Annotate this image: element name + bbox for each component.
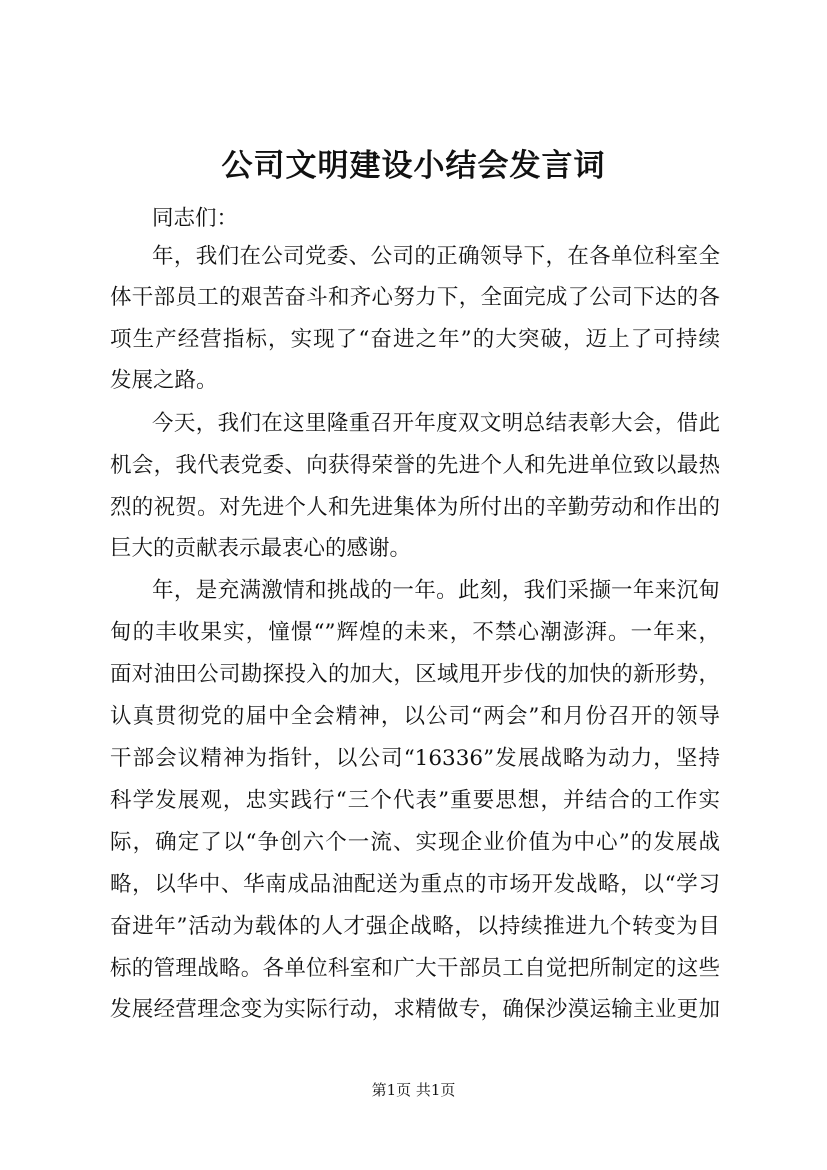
page-number-footer: 第1页 共1页 [371, 1081, 456, 1099]
paragraph-line: 甸的丰收果实，憧憬“”辉煌的未来，不禁心潮澎湃。一年来， [110, 620, 720, 645]
paragraph-line: 机会，我代表党委、向获得荣誉的先进个人和先进单位致以最热 [110, 453, 720, 478]
paragraph-line: 今天，我们在这里隆重召开年度双文明总结表彰大会，借此 [152, 411, 720, 436]
document-title: 公司文明建设小结会发言词 [221, 148, 606, 184]
paragraph-line: 年，是充满激情和挑战的一年。此刻，我们采撷一年来沉甸 [152, 578, 720, 603]
paragraph-line: 科学发展观，忠实践行“三个代表”重要思想，并结合的工作实 [110, 788, 720, 813]
paragraph-line: 际，确定了以“争创六个一流、实现企业价值为中心”的发展战 [110, 830, 720, 855]
paragraph-line: 认真贯彻党的届中全会精神，以公司“两会”和月份召开的领导 [110, 704, 720, 729]
paragraph-line: 烈的祝贺。对先进个人和先进集体为所付出的辛勤劳动和作出的 [110, 495, 720, 520]
paragraph-line: 巨大的贡献表示最衷心的感谢。 [110, 536, 412, 561]
paragraph-line: 奋进年”活动为载体的人才强企战略，以持续推进九个转变为目 [110, 914, 720, 939]
paragraph-line: 面对油田公司勘探投入的加大，区域甩开步伐的加快的新形势， [110, 662, 720, 687]
paragraph-line: 发展经营理念变为实际行动，求精做专，确保沙漠运输主业更加 [110, 997, 720, 1022]
salutation: 同志们： [152, 206, 239, 231]
paragraph-line: 标的管理战略。各单位科室和广大干部员工自觉把所制定的这些 [110, 956, 720, 981]
paragraph-line: 年，我们在公司党委、公司的正确领导下，在各单位科室全 [152, 244, 720, 269]
paragraph-line: 体干部员工的艰苦奋斗和齐心努力下，全面完成了公司下达的各 [110, 285, 720, 310]
paragraph-line: 略，以华中、华南成品油配送为重点的市场开发战略，以“学习 [110, 872, 720, 897]
paragraph-line: 项生产经营指标，实现了“奋进之年”的大突破，迈上了可持续 [110, 327, 720, 352]
paragraph-line: 发展之路。 [110, 368, 218, 393]
paragraph-line: 干部会议精神为指针，以公司“16336”发展战略为动力，坚持 [110, 746, 720, 771]
